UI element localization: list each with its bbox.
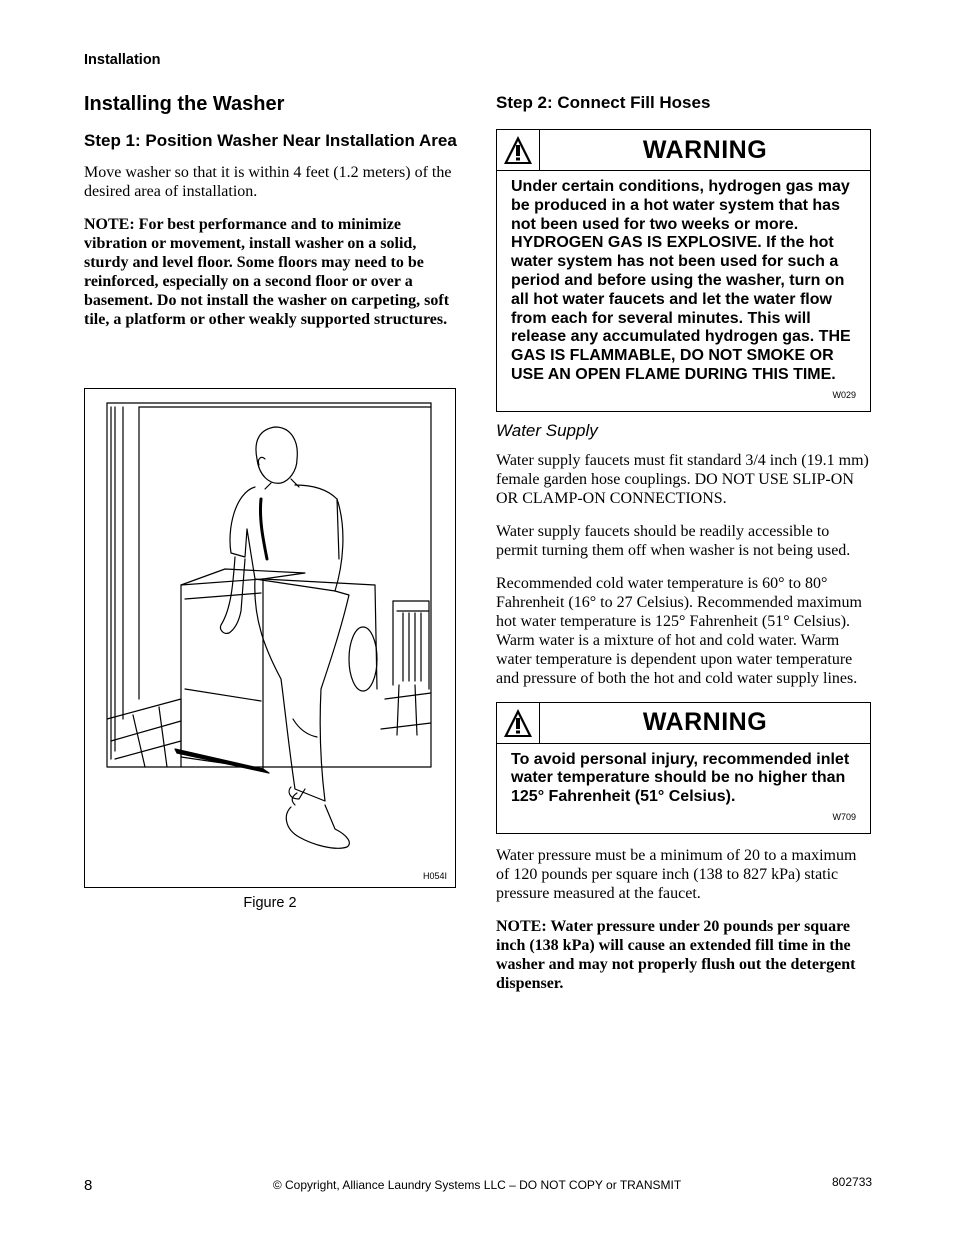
warning-box-hydrogen — [496, 129, 871, 412]
step1-heading: Step 1: Position Washer Near Installation Area — [84, 131, 457, 150]
left-column — [84, 92, 459, 343]
man-pushing-washer-illustration — [85, 389, 457, 889]
water-supply-paragraph-3: Recommended cold water temperature is 60° to 80° Fahrenheit (16° to 27 Celsius). Recommended maximum hot water temperature is 125° Fahrenheit (51° Celsius). Warm water is a mixture of hot and cold water. Warm water temperature is dependent upon water temperature and pressure of both the hot and cold water supply lines. — [496, 574, 862, 687]
figure-2-illustration — [84, 388, 456, 888]
step1-text: Move washer so that it is within 4 feet (1.2 meters) of the desired area of installation. — [84, 164, 452, 200]
warning-text — [497, 171, 870, 411]
warning-code: W709 — [832, 811, 856, 822]
water-supply-paragraph-2: Water supply faucets should be readily accessible to permit turning them off when washer is not being used. — [496, 522, 851, 559]
step1-note: NOTE: For best performance and to minimize vibration or movement, install washer on a solid, sturdy and level floor. Some floors may need to be reinforced, especially on a second floor or over a basement. Do not install the washer on carpeting, soft tile, a platform or other weakly supported structures. — [84, 216, 450, 328]
warning-triangle-icon — [497, 130, 540, 170]
warning-box-temperature — [496, 702, 871, 834]
warning-title: WARNING — [642, 135, 768, 164]
section-label: Installation — [84, 52, 161, 68]
water-supply-paragraph-1: Water supply faucets must fit standard 3/4 inch (19.1 mm) female garden hose couplings. DO NOT USE SLIP-ON OR CLAMP-ON CONNECTIONS. — [496, 451, 869, 507]
page-number: 8 — [84, 1177, 93, 1194]
water-pressure-note: NOTE: Water pressure under 20 pounds per square inch (138 kPa) will cause an extended fill time in the washer and may not properly flush out the detergent dispenser. — [496, 917, 856, 992]
step2-heading: Step 2: Connect Fill Hoses — [496, 93, 711, 112]
copyright-notice: © Copyright, Alliance Laundry Systems LLC – DO NOT COPY or TRANSMIT — [272, 1178, 682, 1192]
figure-code: H054I — [422, 871, 447, 881]
warning-title: WARNING — [642, 708, 768, 737]
warning-header — [497, 130, 870, 171]
page-title: Installing the Washer — [84, 93, 285, 115]
warning-code: W029 — [832, 389, 856, 400]
document-number: 802733 — [832, 1175, 873, 1189]
right-column — [496, 92, 872, 1007]
water-supply-heading: Water Supply — [496, 420, 598, 440]
warning-text — [497, 744, 870, 833]
warning-triangle-icon — [497, 703, 540, 743]
water-pressure-paragraph: Water pressure must be a minimum of 20 to a maximum of 120 pounds per square inch (138 to 827 kPa) static pressure measured at the faucet. — [496, 846, 857, 902]
warning-message: To avoid personal injury, recommended inlet water temperature should be no higher than 125° Fahrenheit (51° Celsius). — [511, 750, 850, 806]
warning-header — [497, 703, 870, 744]
figure-caption: Figure 2 — [243, 895, 297, 911]
warning-message: Under certain conditions, hydrogen gas may be produced in a hot water system that has not been used for two weeks or more. HYDROGEN GAS IS EXPLOSIVE. If the hot water system has not been used for such a period and before using the washer, turn on all hot water faucets and let the water flow from each for several minutes. This will release any accumulated hydrogen gas. THE GAS IS FLAMMABLE, DO NOT SMOKE OR USE AN OPEN FLAME DURING THIS TIME. — [511, 178, 851, 383]
